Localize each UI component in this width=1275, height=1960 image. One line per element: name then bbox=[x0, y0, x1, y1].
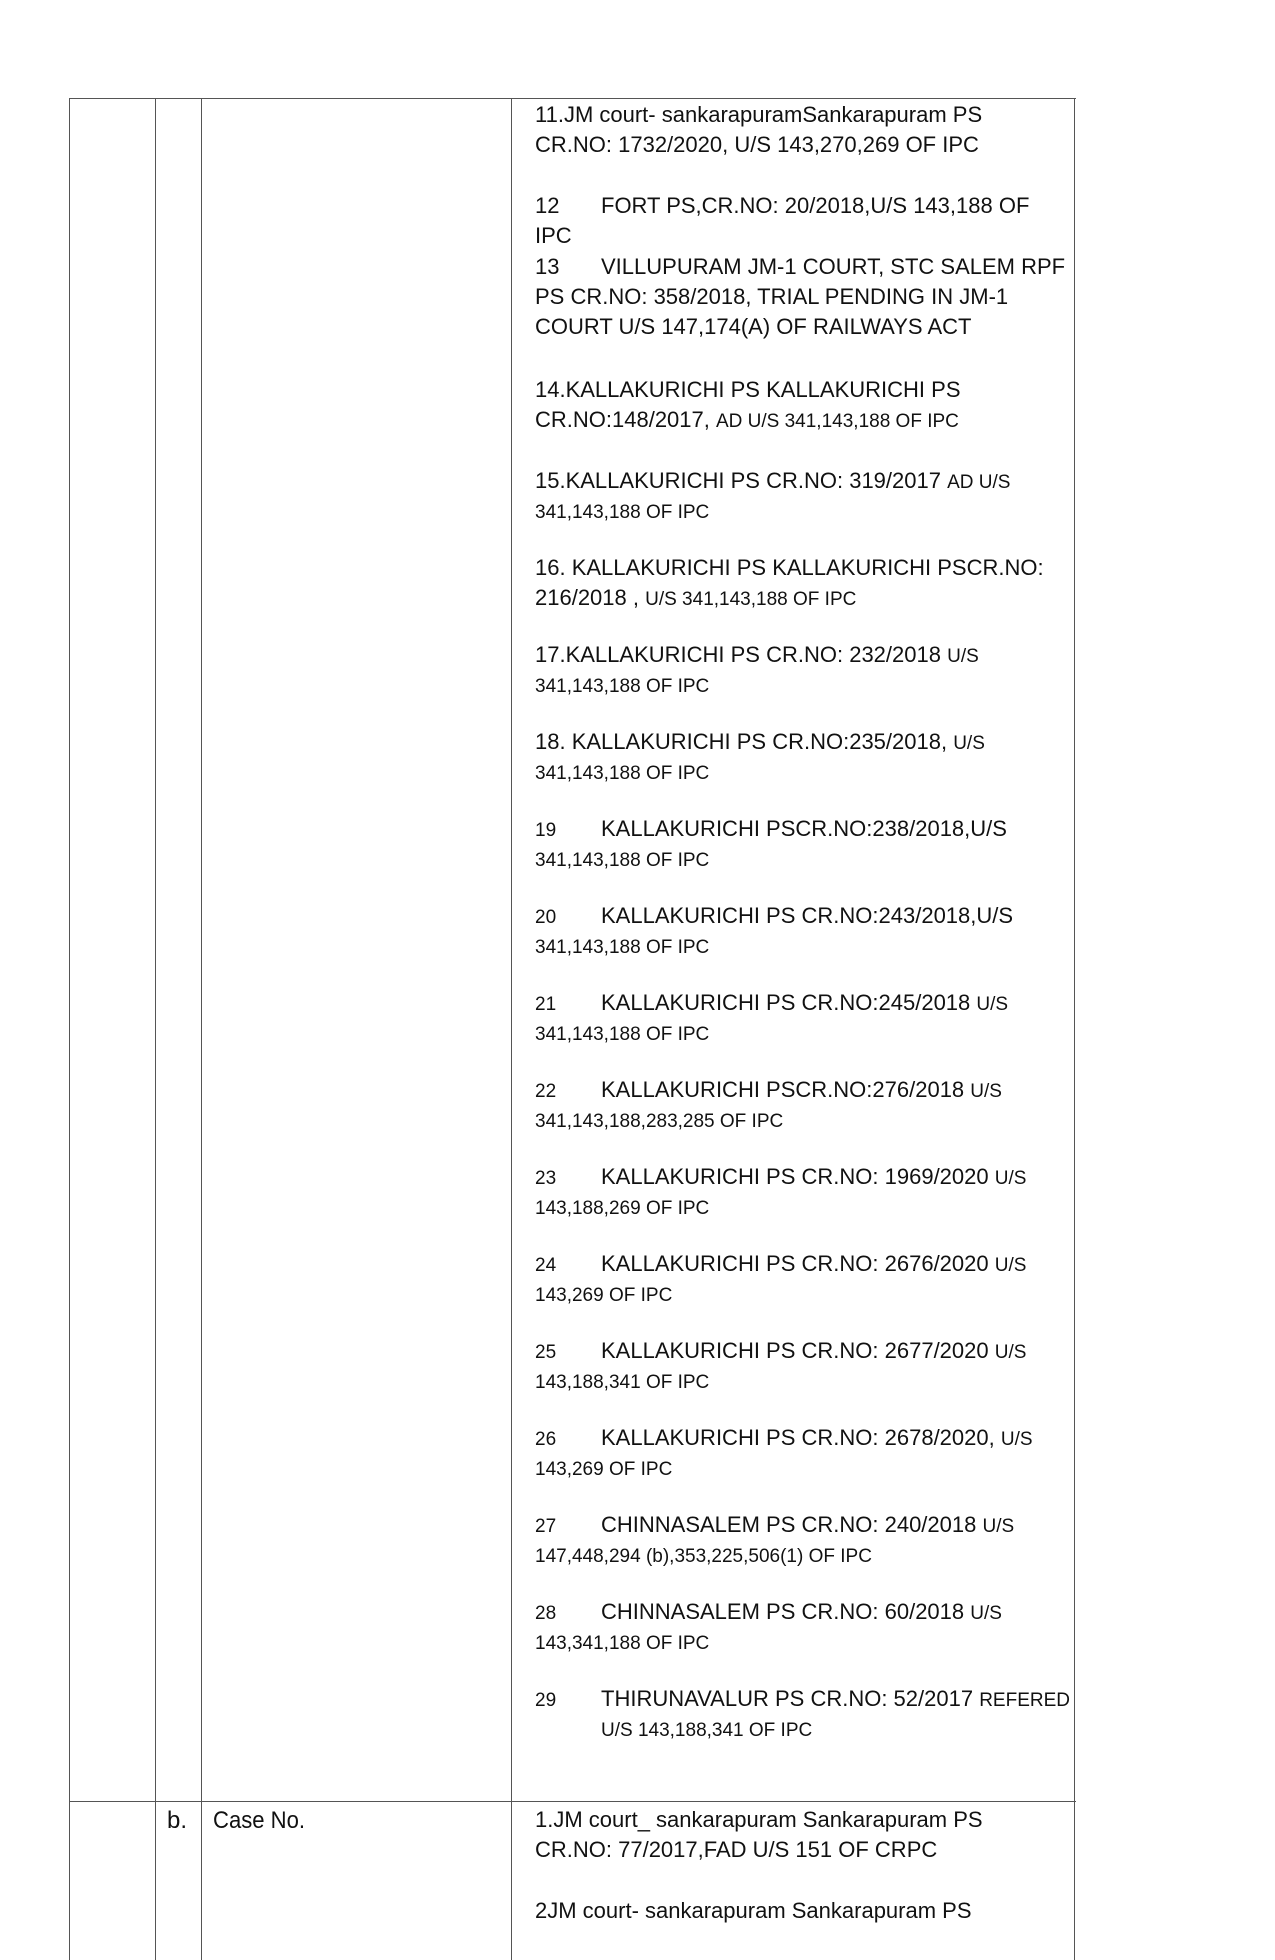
entry-text: U/S bbox=[982, 1516, 1015, 1537]
entry-line: CR.NO: 1732/2020, U/S 143,270,269 OF IPC bbox=[535, 132, 979, 157]
entry-text: U/S bbox=[947, 646, 979, 667]
entry-line: 143,188,341 OF IPC bbox=[535, 1372, 710, 1393]
entry-text: U/S bbox=[976, 994, 1009, 1015]
entry-text: 17.KALLAKURICHI PS CR.NO: 232/2018 bbox=[535, 642, 948, 667]
entry-text: AD U/S bbox=[947, 472, 1011, 493]
case-entry-21 bbox=[535, 988, 1070, 1050]
case-entry-b2 bbox=[535, 1896, 1070, 1926]
case-entry-20 bbox=[535, 901, 1070, 963]
entry-number: 13 bbox=[535, 254, 560, 279]
column-divider-1 bbox=[155, 98, 156, 1960]
entry-line: U/S 143,188,341 OF IPC bbox=[601, 1720, 813, 1741]
entry-line: 11.JM court- sankarapuramSankarapuram PS bbox=[535, 102, 983, 127]
case-entry-11 bbox=[535, 100, 1070, 160]
entry-text: U/S bbox=[970, 1603, 1002, 1624]
entry-text: KALLAKURICHI PSCR.NO:238/2018,U/S bbox=[601, 816, 1007, 841]
entry-number: 27 bbox=[535, 1516, 557, 1537]
case-entry-13 bbox=[535, 252, 1070, 342]
entry-text: U/S bbox=[994, 1255, 1027, 1276]
entry-number: 28 bbox=[535, 1603, 557, 1624]
entry-number: 23 bbox=[535, 1168, 557, 1189]
entry-text: CHINNASALEM PS CR.NO: 60/2018 bbox=[601, 1599, 971, 1624]
entry-number: 22 bbox=[535, 1081, 557, 1102]
entry-text: KALLAKURICHI PS CR.NO:243/2018,U/S bbox=[601, 903, 1014, 928]
entry-text: KALLAKURICHI PS CR.NO:245/2018 bbox=[601, 990, 977, 1015]
entry-line: 1.JM court_ sankarapuram Sankarapuram PS bbox=[535, 1807, 983, 1832]
case-entry-14 bbox=[535, 375, 1070, 437]
entry-text: REFERED bbox=[979, 1690, 1070, 1711]
entry-text: THIRUNAVALUR PS CR.NO: 52/2017 bbox=[601, 1686, 980, 1711]
case-entry-16 bbox=[535, 553, 1070, 615]
entry-line: 341,143,188 OF IPC bbox=[535, 763, 710, 784]
case-entry-17 bbox=[535, 640, 1070, 702]
row-divider bbox=[69, 1801, 1076, 1802]
case-entry-28 bbox=[535, 1597, 1070, 1659]
entry-number: 12 bbox=[535, 193, 560, 218]
entry-line: 341,143,188,283,285 OF IPC bbox=[535, 1111, 784, 1132]
entry-line: 143,188,269 OF IPC bbox=[535, 1198, 710, 1219]
entry-line: COURT U/S 147,174(A) OF RAILWAYS ACT bbox=[535, 314, 972, 339]
section-letter: b. bbox=[167, 1807, 188, 1834]
table-border-left bbox=[69, 98, 70, 1960]
case-entry-19 bbox=[535, 814, 1070, 876]
case-entry-18 bbox=[535, 727, 1070, 789]
entry-line: 16. KALLAKURICHI PS KALLAKURICHI PSCR.NO: bbox=[535, 555, 1044, 580]
entry-text: U/S bbox=[970, 1081, 1002, 1102]
entry-line: 143,269 OF IPC bbox=[535, 1459, 673, 1480]
case-entry-b1 bbox=[535, 1805, 1070, 1865]
entry-line: CR.NO: 77/2017,FAD U/S 151 OF CRPC bbox=[535, 1837, 938, 1862]
entry-number: 21 bbox=[535, 994, 557, 1015]
table-border-right bbox=[1074, 98, 1075, 1960]
entry-line: 143,341,188 OF IPC bbox=[535, 1633, 710, 1654]
case-entry-26 bbox=[535, 1423, 1070, 1485]
entry-line: 143,269 OF IPC bbox=[535, 1285, 673, 1306]
entry-text: U/S 341,143,188 OF IPC bbox=[645, 589, 857, 610]
entry-number: 20 bbox=[535, 907, 557, 928]
entry-line: 341,143,188 OF IPC bbox=[535, 937, 710, 958]
case-entry-25 bbox=[535, 1336, 1070, 1398]
entry-number: 19 bbox=[535, 820, 557, 841]
entry-text: 18. KALLAKURICHI PS CR.NO:235/2018, bbox=[535, 729, 954, 754]
entry-text: KALLAKURICHI PS CR.NO: 2678/2020, bbox=[601, 1425, 1001, 1450]
entry-text: 216/2018 , bbox=[535, 585, 646, 610]
entry-line: 341,143,188 OF IPC bbox=[535, 850, 710, 871]
entry-number: 25 bbox=[535, 1342, 557, 1363]
section-label: Case No. bbox=[213, 1807, 306, 1834]
entry-number: 29 bbox=[535, 1690, 557, 1711]
entry-line: 2JM court- sankarapuram Sankarapuram PS bbox=[535, 1898, 972, 1923]
entry-text: U/S bbox=[994, 1168, 1027, 1189]
entry-text: U/S bbox=[953, 733, 985, 754]
case-entry-24 bbox=[535, 1249, 1070, 1311]
entry-number: 26 bbox=[535, 1429, 557, 1450]
entry-text: VILLUPURAM JM-1 COURT, STC SALEM RPF bbox=[601, 254, 1066, 279]
case-entry-15 bbox=[535, 466, 1070, 528]
entry-line: 14.KALLAKURICHI PS KALLAKURICHI PS bbox=[535, 377, 961, 402]
case-entry-23 bbox=[535, 1162, 1070, 1224]
case-entry-12 bbox=[535, 191, 1070, 251]
entry-text: KALLAKURICHI PS CR.NO: 2676/2020 bbox=[601, 1251, 995, 1276]
table-border-top bbox=[69, 98, 1076, 99]
entry-line: 147,448,294 (b),353,225,506(1) OF IPC bbox=[535, 1546, 872, 1567]
entry-line: 341,143,188 OF IPC bbox=[535, 502, 710, 523]
column-divider-3 bbox=[511, 98, 512, 1960]
entry-text: CHINNASALEM PS CR.NO: 240/2018 bbox=[601, 1512, 983, 1537]
case-entry-27 bbox=[535, 1510, 1070, 1572]
entry-text: AD U/S 341,143,188 OF IPC bbox=[715, 411, 959, 432]
case-entry-29 bbox=[535, 1684, 1070, 1746]
entry-text: KALLAKURICHI PSCR.NO:276/2018 bbox=[601, 1077, 971, 1102]
entry-text: U/S bbox=[1000, 1429, 1033, 1450]
entry-text: FORT PS,CR.NO: 20/2018,U/S 143,188 OF IPC bbox=[535, 193, 1030, 248]
column-divider-2 bbox=[201, 98, 202, 1960]
entry-line: 341,143,188 OF IPC bbox=[535, 676, 710, 697]
entry-line: 341,143,188 OF IPC bbox=[535, 1024, 710, 1045]
entry-number: 24 bbox=[535, 1255, 557, 1276]
entry-text: KALLAKURICHI PS CR.NO: 2677/2020 bbox=[601, 1338, 995, 1363]
entry-text: U/S bbox=[994, 1342, 1027, 1363]
entry-text: 15.KALLAKURICHI PS CR.NO: 319/2017 bbox=[535, 468, 948, 493]
case-entry-22 bbox=[535, 1075, 1070, 1137]
entry-text: KALLAKURICHI PS CR.NO: 1969/2020 bbox=[601, 1164, 995, 1189]
entry-line: PS CR.NO: 358/2018, TRIAL PENDING IN JM-1 bbox=[535, 284, 1009, 309]
entry-text: CR.NO:148/2017, bbox=[535, 407, 716, 432]
